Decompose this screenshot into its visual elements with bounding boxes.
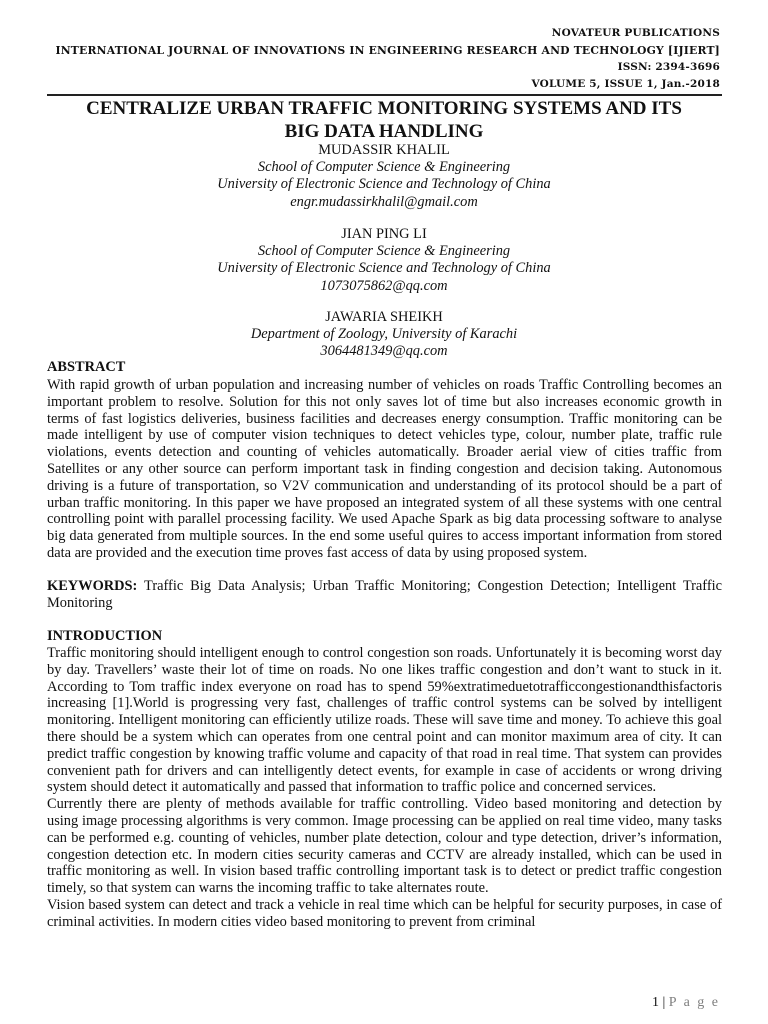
title-line-1: CENTRALIZE URBAN TRAFFIC MONITORING SYSTEMS AND ITS	[86, 98, 682, 119]
author-name: JIAN PING LI	[341, 226, 427, 242]
title-line-2: BIG DATA HANDLING	[284, 121, 484, 142]
introduction-text	[47, 645, 722, 931]
intro-paragraph-2: Currently there are plenty of methods available for traffic controlling. Video based monitoring and detection by using image processing algorithms is very common. Image processing can be applied on real time video, many tasks can be performed e.g. counting of vehicles, number plate detection, colour and type detection, driver’s information, congestion detection etc. In modern cities security cameras and CCTV are already installed, which can be used in traffic monitoring as well. In vision based traffic controlling important task is to detect or predict traffic congestion timely, so that system can warns the incoming traffic to take alternates route.	[47, 796, 722, 897]
author-name: JAWARIA SHEIKH	[325, 309, 443, 325]
keywords	[47, 578, 722, 612]
page-footer	[652, 995, 720, 1011]
header-rule	[47, 94, 722, 96]
keywords-label: KEYWORDS:	[47, 578, 138, 594]
abstract-paragraph: With rapid growth of urban population and increasing number of vehicles on roads Traffic Controlling becomes an important problem to resolve. Solution for this not only saves lot of time but also increases economic growth in terms of fast logistics deliveries, business facilities and decreases energy consumption. Traffic monitoring can be made intelligent by use of computer vision techniques to detect vehicles type, colour, number plate, traffic rule violations, events detection and counting of vehicles automatically. Broader aerial view of cities traffic from Satellites or any other source can perform important task in finding congestion and decision taking. Autonomous driving is a future of transportation, so V2V communication and understanding of its protocol should be a part of urban traffic monitoring. In this paper we have proposed an integrated system of all these systems with one central controlling point with parallel processing facility. We used Apache Spark as big data processing software to analyse big data generated from multiple sources. In the end some useful quires to access important information from stored data are provided and the execution time proves fast access of data by using proposed system.	[47, 377, 722, 561]
author-email: 3064481349@qq.com	[320, 343, 448, 360]
abstract-heading: ABSTRACT	[47, 359, 126, 375]
introduction-heading: INTRODUCTION	[47, 628, 163, 644]
keywords-text: Traffic Big Data Analysis; Urban Traffic Monitoring; Congestion Detection; Intelligent Traffic Monitoring	[47, 578, 722, 611]
intro-paragraph-3: Vision based system can detect and track a vehicle in real time which can be helpful for security purposes, in case of criminal activities. In modern cities video based monitoring to prevent from criminal	[47, 896, 722, 930]
issn: ISSN: 2394-3696	[617, 61, 720, 73]
author-block-3	[47, 309, 721, 361]
author-affiliation: University of Electronic Science and Technology of China	[217, 176, 551, 193]
footer-separator: |	[662, 995, 666, 1010]
page-label: P a g e	[668, 995, 720, 1010]
author-email: 1073075862@qq.com	[320, 277, 448, 294]
journal-name: INTERNATIONAL JOURNAL OF INNOVATIONS IN ENGINEERING RESEARCH AND TECHNOLOGY [IJIERT]	[55, 44, 720, 57]
author-block-2	[47, 226, 721, 295]
page-number: 1	[651, 995, 659, 1010]
author-affiliation: Department of Zoology, University of Karachi	[250, 326, 518, 343]
author-name: MUDASSIR KHALIL	[318, 142, 450, 158]
author-affiliation: School of Computer Science & Engineering	[257, 243, 511, 260]
publisher-name: NOVATEUR PUBLICATIONS	[551, 27, 720, 39]
author-affiliation: University of Electronic Science and Technology of China	[217, 260, 551, 277]
journal-header	[55, 25, 720, 93]
author-block-1	[47, 142, 721, 211]
author-email: engr.mudassirkhalil@gmail.com	[290, 193, 478, 210]
abstract-text	[47, 377, 722, 562]
volume-issue: VOLUME 5, ISSUE 1, Jan.-2018	[531, 78, 720, 90]
keywords-paragraph	[47, 578, 722, 612]
author-affiliation: School of Computer Science & Engineering	[257, 159, 511, 176]
paper-title	[40, 97, 728, 143]
intro-paragraph-1: Traffic monitoring should intelligent enough to control congestion son roads. Unfortunately it is becoming worst day by day. Travellers’ waste their lot of time on roads. No one likes traffic congestion and don’t want to stuck in it. According to Tom traffic index everyone on road has to spend 59%extratimeduetotrafficcongestionandthisfactoris increasing [1].World is progressing very fast, challenges of traffic control systems can be solved by intelligent monitoring. Intelligent monitoring can efficiently utilize roads. These will save time and money. To achieve this goal there should be a system which can operates from one central point and can monitor maximum area of city. It can predict traffic congestion by knowing traffic volume and capacity of that road in real time. That system can provides convenient path for drivers and can intelligently detect events, for example in case of accidents or wrong driving system should detect it automatically and passed that information to traffic police and concerned services.	[47, 645, 722, 796]
